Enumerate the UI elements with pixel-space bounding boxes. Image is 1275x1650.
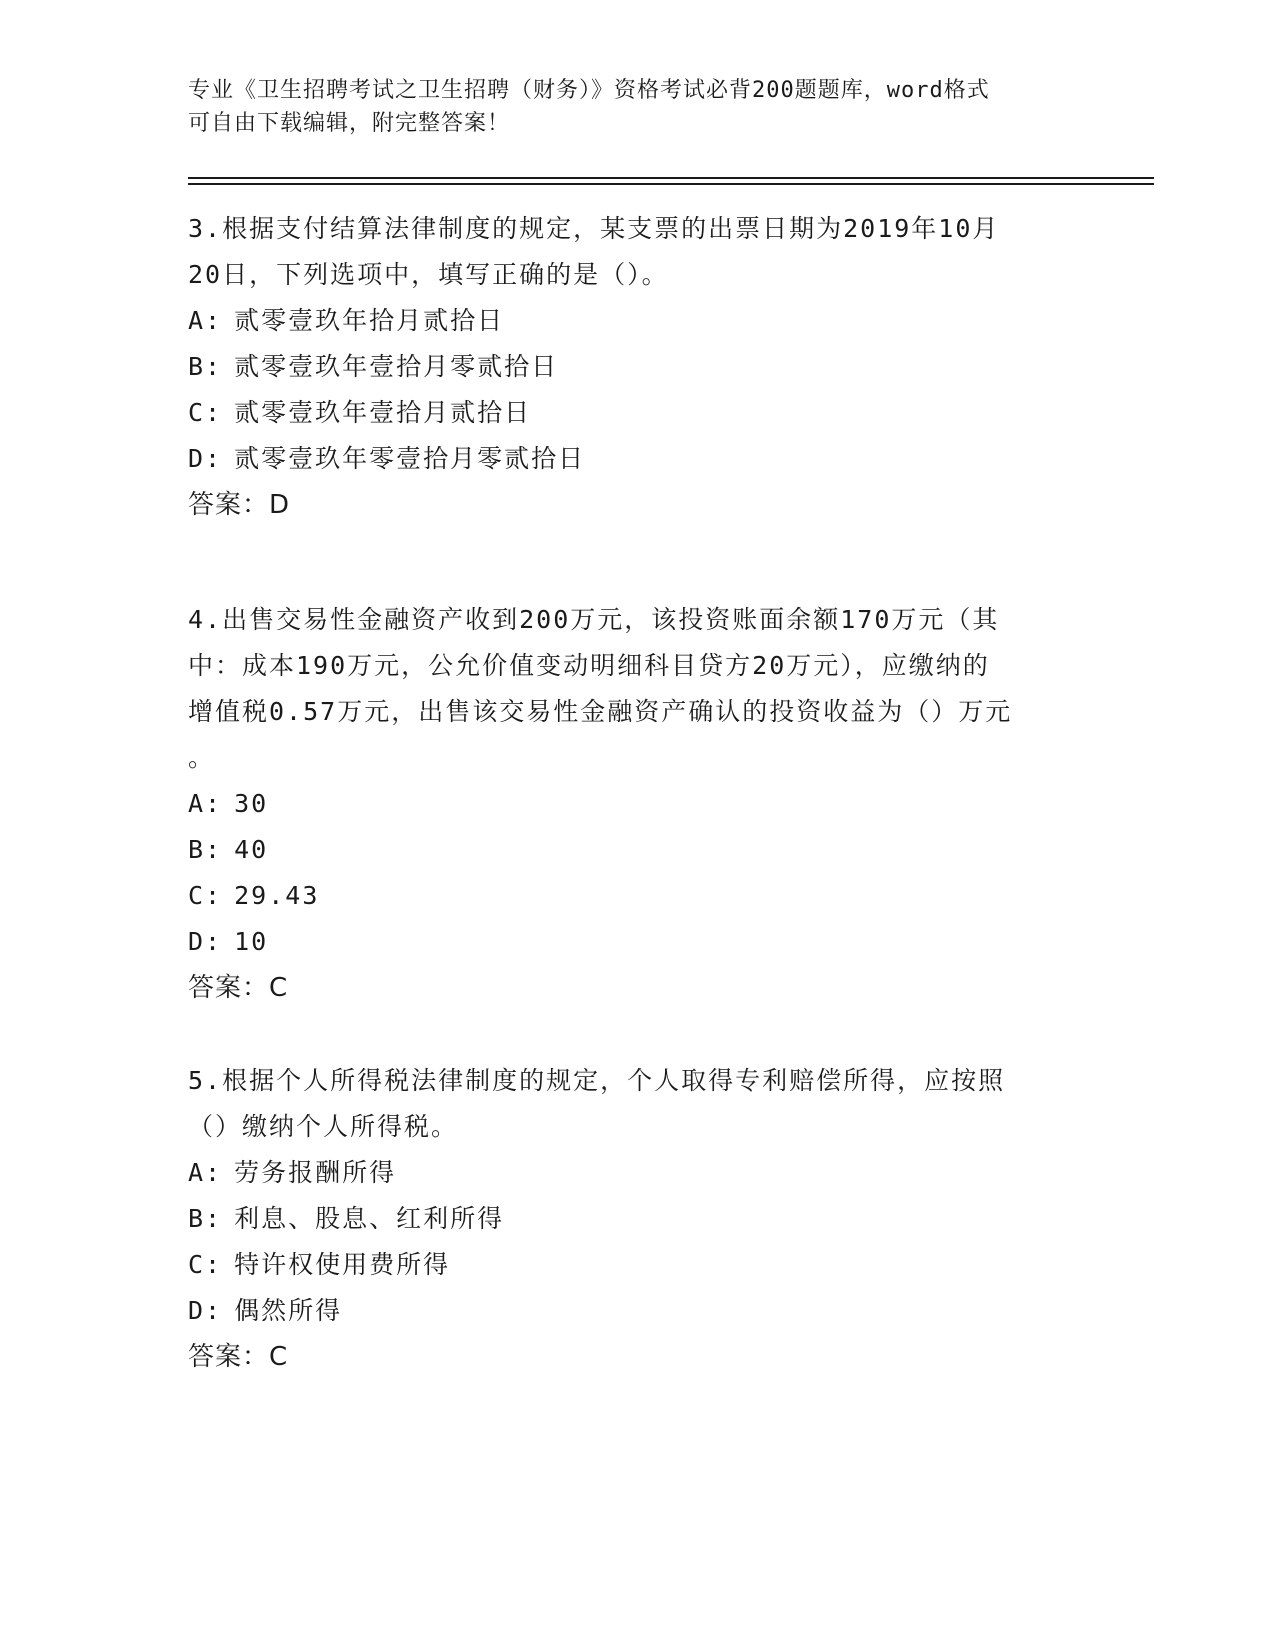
- option-letter: A:: [188, 1158, 223, 1187]
- option-letter: B:: [188, 1204, 223, 1233]
- option-text: 29.43: [234, 881, 320, 910]
- answer-value: C: [269, 1342, 289, 1372]
- question-stem-line: 。: [188, 743, 216, 772]
- answer: [188, 965, 1088, 1011]
- option-d: [188, 436, 1088, 482]
- answer-value: D: [269, 490, 291, 520]
- answer: [188, 1334, 1088, 1380]
- question-4: [188, 597, 1088, 1011]
- option-text: 贰零壹玖年零壹拾月零贰拾日: [234, 444, 586, 473]
- header-line-1: 专业《卫生招聘考试之卫生招聘（财务）》资格考试必背200题题库，word格式: [188, 78, 990, 103]
- option-letter: C:: [188, 1250, 223, 1279]
- option-d: [188, 1288, 1088, 1334]
- answer: [188, 482, 1088, 528]
- option-b: [188, 1196, 1088, 1242]
- option-text: 40: [234, 835, 269, 864]
- option-letter: C:: [188, 398, 223, 427]
- option-b: [188, 827, 1088, 873]
- option-text: 利息、股息、红利所得: [234, 1204, 505, 1233]
- question-stem-line: 增值税0.57万元，出售该交易性金融资产确认的投资收益为（）万元: [188, 697, 1013, 726]
- option-c: [188, 873, 1088, 919]
- question-stem-line: 4.出售交易性金融资产收到200万元，该投资账面余额170万元（其: [188, 605, 1000, 634]
- option-text: 特许权使用费所得: [234, 1250, 451, 1279]
- option-a: [188, 781, 1088, 827]
- option-letter: C:: [188, 881, 223, 910]
- option-text: 贰零壹玖年拾月贰拾日: [234, 306, 505, 335]
- option-d: [188, 919, 1088, 965]
- option-text: 贰零壹玖年壹拾月零贰拾日: [234, 352, 559, 381]
- option-letter: A:: [188, 789, 223, 818]
- question-stem-line: 20日，下列选项中，填写正确的是（）。: [188, 260, 669, 289]
- answer-label: 答案：: [188, 1342, 270, 1372]
- option-c: [188, 390, 1088, 436]
- question-stem-line: 中：成本190万元，公允价值变动明细科目贷方20万元），应缴纳的: [188, 651, 990, 680]
- answer-label: 答案：: [188, 490, 270, 520]
- option-letter: D:: [188, 444, 223, 473]
- option-b: [188, 344, 1088, 390]
- option-letter: B:: [188, 352, 223, 381]
- option-text: 10: [234, 927, 269, 956]
- question-stem-line: （）缴纳个人所得税。: [188, 1112, 459, 1141]
- question-stem-line: 5.根据个人所得税法律制度的规定，个人取得专利赔偿所得，应按照: [188, 1066, 1006, 1095]
- option-text: 劳务报酬所得: [234, 1158, 397, 1187]
- answer-value: C: [269, 973, 289, 1003]
- header-divider-top: [188, 177, 1154, 179]
- option-letter: B:: [188, 835, 223, 864]
- question-3: [188, 206, 1088, 528]
- question-5: [188, 1058, 1088, 1380]
- option-c: [188, 1242, 1088, 1288]
- answer-label: 答案：: [188, 973, 270, 1003]
- option-a: [188, 1150, 1088, 1196]
- option-a: [188, 298, 1088, 344]
- header-line-2: 可自由下载编辑，附完整答案！: [188, 111, 511, 136]
- document-header: [188, 74, 1068, 140]
- option-text: 贰零壹玖年壹拾月贰拾日: [234, 398, 532, 427]
- option-text: 偶然所得: [234, 1296, 343, 1325]
- header-divider-bottom: [188, 183, 1154, 185]
- option-letter: D:: [188, 927, 223, 956]
- option-letter: A:: [188, 306, 223, 335]
- option-letter: D:: [188, 1296, 223, 1325]
- question-stem-line: 3.根据支付结算法律制度的规定，某支票的出票日期为2019年10月: [188, 214, 1000, 243]
- option-text: 30: [234, 789, 269, 818]
